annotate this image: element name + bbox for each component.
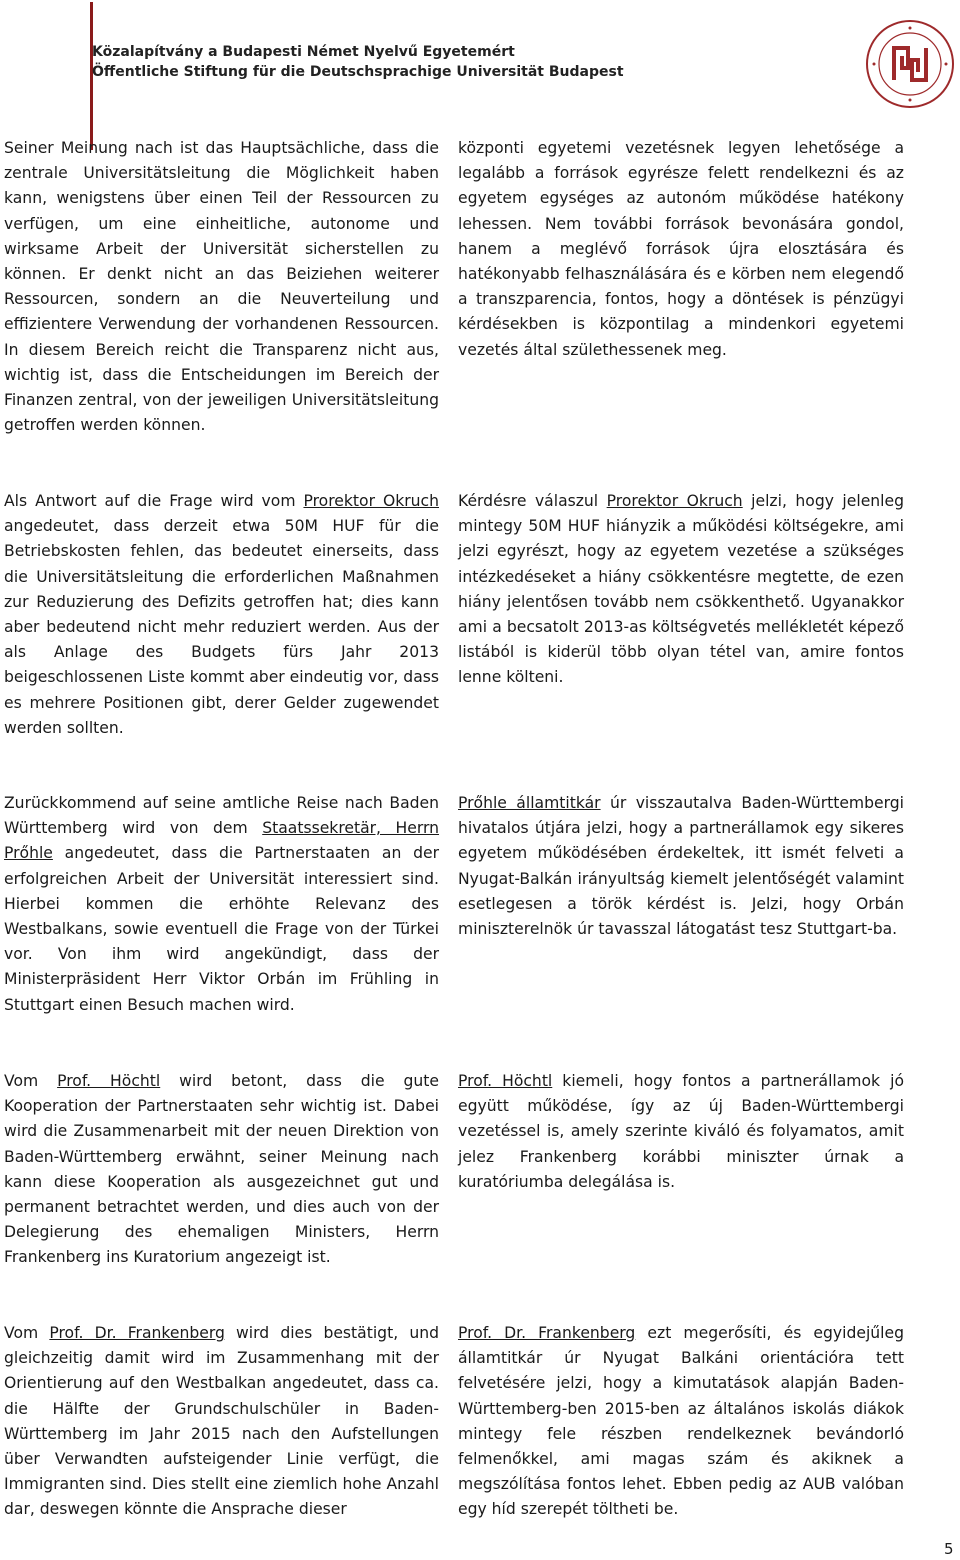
right-paragraph-2: Kérdésre válaszul Prorektor Okruch jelzi, hogy jelenleg mintegy 50M HUF hiányzik a működési költségekre, ami jelzi egyrészt, hogy az egyetem vezetése a szükséges intézkedéseket a hiány csökkentésre megtette, de ezen hiány jelentősen tovább nem csökkenthető. Ugyanakkor ami a becsatolt 2013-as költségvetés mellékletét képező listából is kiderül több olyan tétel van, amire fontos lenne költeni. (458, 492, 904, 687)
right-paragraph-3: Prőhle államtitkár úr visszautalva Baden-Württembergi hivatalos útjára jelzi, hogy a partnerállamok egy sikeres egyetem működésében érdekeltek, itt ismét felveti a Nyugat-Balkán irányultság kiemelt jelentőségét valamint esetlegesen a török kérdést is. Jelzi, hogy Orbán miniszterelnök úr tavasszal látogatást tesz Stuttgart-ba. (458, 794, 904, 939)
andrassy-universitat-seal-icon (864, 18, 956, 110)
left-paragraph-5: Vom Prof. Dr. Frankenberg wird dies bestätigt, und gleichzeitig damit wird im Zusammenhang mit der Orientierung auf den Westbalkan angedeutet, dass ca. die Hälfte der Grundschulschüler in Baden-Württemberg im Jahr 2015 nach den Aufstellungen über Verwandten aufsteigender Linie verfügt, die Immigranten sind. Dies stellt eine ziemlich hohe Anzahl dar, deswegen könnte die Ansprache dieser (4, 1324, 439, 1519)
left-paragraph-2: Als Antwort auf die Frage wird vom Prorektor Okruch angedeutet, dass derzeit etwa 50M HUF für die Betriebskosten fehlen, das bedeutet einerseits, dass die Universitätsleitung die erforderlichen Maßnahmen zur Reduzierung des Defizits getroffen hat; dies kann aber bedeutend nicht mehr reduziert werden. Aus der als Anlage des Budgets fürs Jahr 2013 beigeschlossenen Liste kommt aber eindeutig vor, dass es mehrere Positionen gibt, derer Gelder zugewendet werden sollten. (4, 492, 439, 737)
left-paragraph-3: Zurückkommend auf seine amtliche Reise nach Baden Württemberg wird von dem Staatssekretär, Herrn Prőhle angedeutet, dass die Partnerstaaten an der erfolgreichen Arbeit der Universität interessiert sind. Hierbei kommen die erhöhte Relevanz des Westbalkans, sowie eventuell die Frage von der Türkei vor. Von ihm wird angekündigt, dass der Ministerpräsident Herr Viktor Orbán im Frühling in Stuttgart einen Besuch machen wird. (4, 794, 440, 1014)
header-title-hu: Közalapítvány a Budapesti Német Nyelvű Egyetemért (92, 44, 515, 60)
right-paragraph-5: Prof. Dr. Frankenberg ezt megerősíti, és egyidejűleg államtitkár úr Nyugat Balkáni orientációra tett felvetésére jelzi, hogy a kimutatások alapján Baden-Württemberg-ben 2015-ben az általános iskolás diákok mintegy fele részben rendelkeznek bevándorló felmenőkkel, ami magas szám és akiknek a megszólítása fontos lehet. Ebben pedig az AUB valóban egy híd szerepét töltheti be. (458, 1324, 904, 1519)
left-paragraph-4: Vom Prof. Höchtl wird betont, dass die gute Kooperation der Partnerstaaten sehr wichtig ist. Dabei wird die Zusammenarbeit mit der neuen Direktion von Baden-Württemberg erwähnt, seiner Meinung nach kann diese Kooperation als ausgezeichnet gut und permanent betrachtet werden, und dies auch von der Delegierung des ehemaligen Ministers, Herrn Frankenberg ins Kuratorium angezeigt ist. (4, 1072, 439, 1267)
page-header (92, 42, 624, 82)
name-link: Prőhle államtitkár (458, 794, 601, 812)
name-link: Prorektor Okruch (303, 492, 439, 510)
page-number: 5 (944, 1540, 954, 1558)
name-link: Staatssekretär, Herrn Prőhle (4, 819, 440, 863)
right-paragraph-4: Prof. Höchtl kiemeli, hogy fontos a partnerállamok jó együtt működése, így az új Baden-Württembergi vezetéssel is, amely szerinte kiváló és folyamatos, amit jelez Frankenberg korábbi miniszter úrnak a kuratóriumba delegálása is. (458, 1072, 904, 1191)
name-link: Prof. Höchtl (57, 1072, 161, 1090)
header-title-de: Öffentliche Stiftung für die Deutschsprachige Universität Budapest (92, 64, 624, 80)
name-link: Prorektor Okruch (606, 492, 743, 510)
left-paragraph-1: Seiner Meinung nach ist das Hauptsächliche, dass die zentrale Universitätsleitung die Möglichkeit haben kann, wenigstens über einen Teil der Ressourcen zu verfügen, um eine einheitliche, autonome und wirksame Arbeit der Universität sicherstellen zu können. Er denkt nicht an das Beiziehen weiterer Ressourcen, sondern an die Neuverteilung und effizientere Verwendung der vorhandenen Ressourcen. In diesem Bereich reicht die Transparenz nicht aus, wichtig ist, dass die Entscheidungen im Bereich der Finanzen zentral, von der jeweiligen Universitätsleitung getroffen werden können. (4, 139, 439, 435)
name-link: Prof. Höchtl (458, 1072, 553, 1090)
name-link: Prof. Dr. Frankenberg (49, 1324, 225, 1342)
right-paragraph-1: központi egyetemi vezetésnek legyen lehetősége a legalább a források egyrésze felett rendelkezni és az egyetem egységes az autonóm működése hatékony lehessen. Nem további források bevonására gondol, hanem a meglévő források újra elosztására és hatékonyabb felhasználására és e körben nem elegendő a transzparencia, fontos, hogy a döntések is pénzügyi kérdésekben is központilag a mindenkori egyetemi vezetés által születhessenek meg. (458, 139, 904, 359)
name-link: Prof. Dr. Frankenberg (458, 1324, 636, 1342)
